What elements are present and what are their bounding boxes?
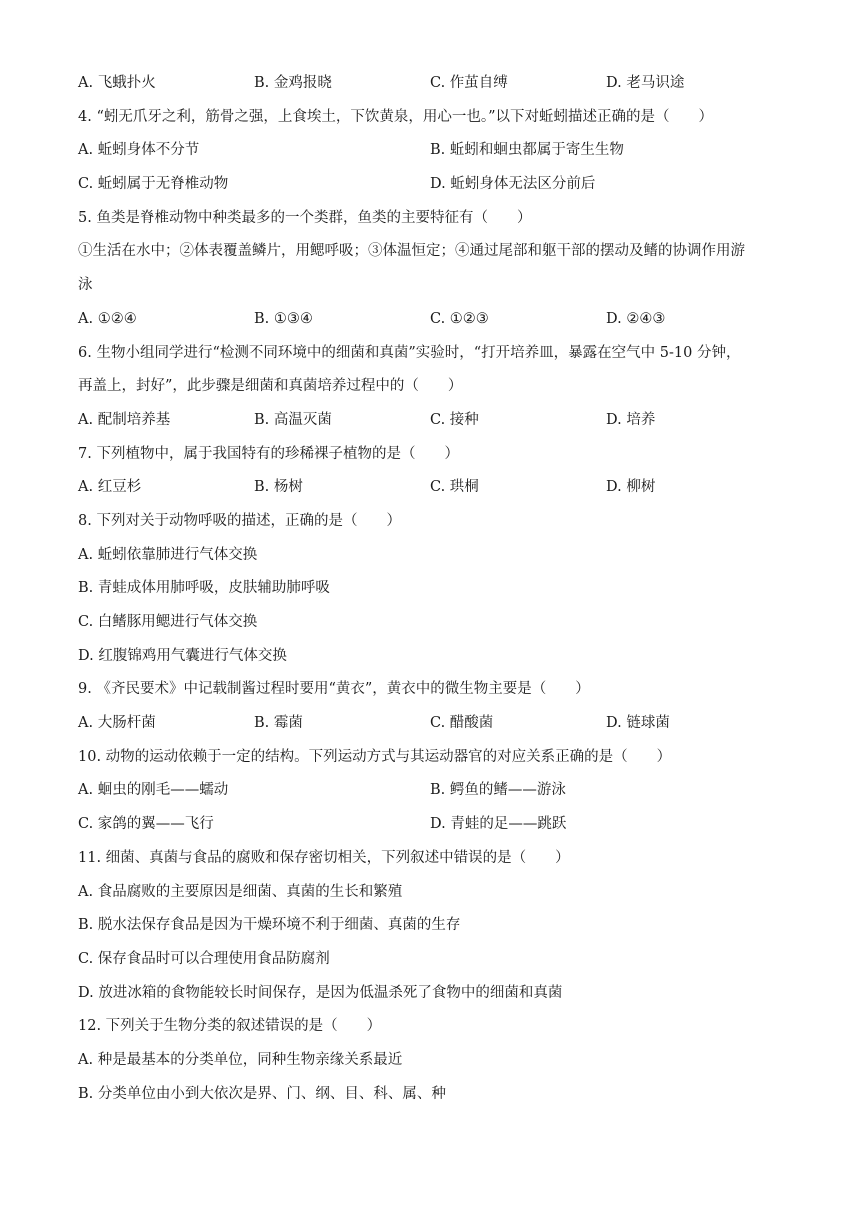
option-choice: D. 柳树 bbox=[606, 479, 656, 496]
option-choice: D. 青蛙的足——跳跃 bbox=[430, 816, 567, 833]
text-line: B. 脱水法保存食品是因为干燥环境不利于细菌、真菌的生存 bbox=[78, 917, 461, 934]
option-choice: B. 高温灭菌 bbox=[254, 411, 332, 428]
options-row bbox=[78, 473, 778, 507]
text-line: D. 红腹锦鸡用气囊进行气体交换 bbox=[78, 647, 287, 664]
option-choice: C. 珙桐 bbox=[430, 479, 479, 496]
text-line: B. 分类单位由小到大依次是界、门、纲、目、科、属、种 bbox=[78, 1085, 446, 1102]
text-line: 8. 下列对关于动物呼吸的描述，正确的是（ ） bbox=[78, 512, 401, 529]
options-row bbox=[78, 69, 778, 103]
option-choice: A. 飞蛾扑火 bbox=[78, 75, 156, 91]
text-line: D. 放进冰箱的食物能较长时间保存，是因为低温杀死了食物中的细菌和真菌 bbox=[78, 984, 563, 1001]
option-choice: C. 家鸽的翼——飞行 bbox=[78, 816, 214, 833]
text-line: 11. 细菌、真菌与食品的腐败和保存密切相关，下列叙述中错误的是（ ） bbox=[78, 849, 570, 866]
text-line: C. 保存食品时可以合理使用食品防腐剂 bbox=[78, 950, 330, 967]
option-choice: C. 作茧自缚 bbox=[430, 75, 508, 91]
option-choice: B. 霉菌 bbox=[254, 715, 303, 732]
option-choice: B. ①③④ bbox=[254, 310, 313, 327]
document-page bbox=[78, 69, 778, 1113]
options-row bbox=[78, 170, 778, 204]
option-choice: D. 蚯蚓身体无法区分前后 bbox=[430, 176, 596, 193]
option-choice: B. 鳄鱼的鳍——游泳 bbox=[430, 782, 566, 799]
option-choice: A. 配制培养基 bbox=[78, 411, 171, 428]
options-row bbox=[78, 305, 778, 339]
text-line: B. 青蛙成体用肺呼吸，皮肤辅助肺呼吸 bbox=[78, 580, 330, 597]
option-choice: A. ①②④ bbox=[78, 310, 137, 327]
text-line: C. 白鳍豚用鳃进行气体交换 bbox=[78, 614, 258, 630]
option-choice: B. 金鸡报晓 bbox=[254, 75, 332, 91]
text-line: A. 种是最基本的分类单位，同种生物亲缘关系最近 bbox=[78, 1051, 403, 1068]
option-choice: A. 大肠杆菌 bbox=[78, 715, 156, 732]
text-line: A. 食品腐败的主要原因是细菌、真菌的生长和繁殖 bbox=[78, 883, 403, 900]
option-choice: B. 杨树 bbox=[254, 479, 303, 496]
text-line: 再盖上，封好”，此步骤是细菌和真菌培养过程中的（ ） bbox=[78, 378, 463, 395]
options-row bbox=[78, 709, 778, 743]
options-row bbox=[78, 810, 778, 844]
options-row bbox=[78, 136, 778, 170]
text-line: 6. 生物小组同学进行“检测不同环境中的细菌和真菌”实验时，“打开培养皿，暴露在空气中 5-10 分钟， bbox=[78, 344, 741, 361]
text-line: 12. 下列关于生物分类的叙述错误的是（ ） bbox=[78, 1018, 382, 1035]
option-choice: D. 链球菌 bbox=[606, 715, 670, 732]
option-choice: A. 红豆杉 bbox=[78, 479, 142, 496]
text-line: A. 蚯蚓依靠肺进行气体交换 bbox=[78, 546, 258, 563]
option-choice: A. 蛔虫的刚毛——蠕动 bbox=[78, 782, 229, 799]
option-choice: A. 蚯蚓身体不分节 bbox=[78, 142, 200, 159]
option-choice: D. 培养 bbox=[606, 411, 656, 428]
option-choice: B. 蚯蚓和蛔虫都属于寄生生物 bbox=[430, 142, 624, 159]
text-line: 10. 动物的运动依赖于一定的结构。下列运动方式与其运动器官的对应关系正确的是（ ） bbox=[78, 748, 672, 765]
option-choice: D. ②④③ bbox=[606, 310, 666, 327]
option-choice: D. 老马识途 bbox=[606, 75, 685, 91]
text-line: 5. 鱼类是脊椎动物中种类最多的一个类群，鱼类的主要特征有（ ） bbox=[78, 209, 532, 226]
text-line: 4. “蚓无爪牙之利，筋骨之强，上食埃土，下饮黄泉，用心一也。”以下对蚯蚓描述正确的是（ ） bbox=[78, 108, 714, 125]
options-row bbox=[78, 406, 778, 440]
text-line: 7. 下列植物中，属于我国特有的珍稀裸子植物的是（ ） bbox=[78, 445, 459, 462]
option-choice: C. 蚯蚓属于无脊椎动物 bbox=[78, 176, 229, 193]
options-row bbox=[78, 776, 778, 810]
text-line: 泳 bbox=[78, 277, 93, 294]
text-line: ①生活在水中；②体表覆盖鳞片，用鳃呼吸；③体温恒定；④通过尾部和躯干部的摆动及鳍的协调作用游 bbox=[78, 243, 745, 260]
option-choice: C. ①②③ bbox=[430, 310, 489, 327]
text-line: 9. 《齐民要术》中记载制酱过程时要用“黄衣”，黄衣中的微生物主要是（ ） bbox=[78, 681, 590, 698]
option-choice: C. 接种 bbox=[430, 411, 479, 428]
option-choice: C. 醋酸菌 bbox=[430, 715, 494, 732]
